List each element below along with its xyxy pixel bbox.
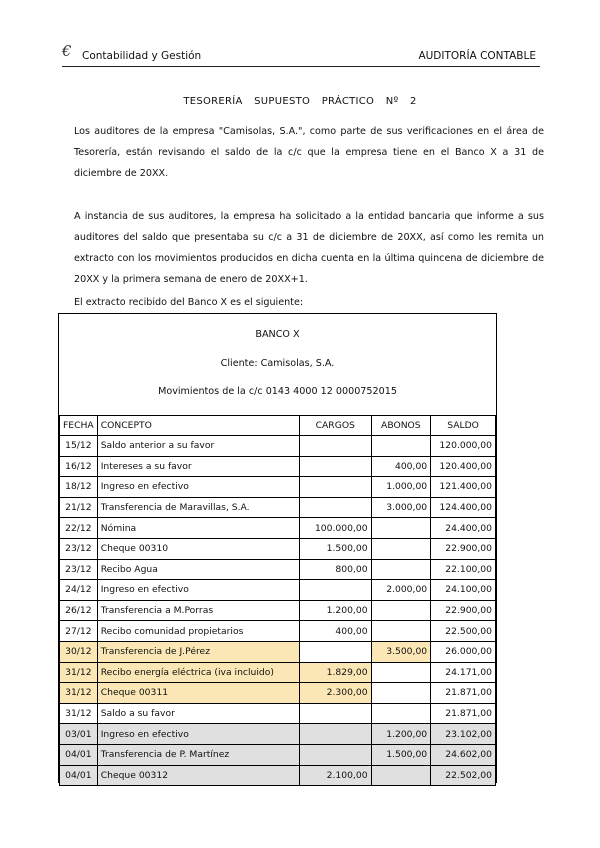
cell-saldo: 120.000,00 <box>431 436 496 457</box>
table-row <box>60 724 496 745</box>
cell-abonos <box>371 436 431 457</box>
cell-abonos: 2.000,00 <box>371 580 431 601</box>
table-row <box>60 559 496 580</box>
cell-fecha: 23/12 <box>60 538 98 559</box>
cell-cargos: 2.300,00 <box>299 683 371 704</box>
table-row <box>60 703 496 724</box>
table-row <box>60 518 496 539</box>
cell-abonos <box>371 683 431 704</box>
cell-saldo: 24.100,00 <box>431 580 496 601</box>
cell-fecha: 04/01 <box>60 765 98 786</box>
cell-saldo: 22.100,00 <box>431 559 496 580</box>
logo-icon: € <box>62 42 72 60</box>
table-row <box>60 436 496 457</box>
cell-cargos: 800,00 <box>299 559 371 580</box>
cell-abonos: 3.500,00 <box>371 641 431 662</box>
cell-abonos <box>371 538 431 559</box>
cell-abonos <box>371 600 431 621</box>
cell-abonos <box>371 662 431 683</box>
col-concepto: CONCEPTO <box>97 416 299 436</box>
cell-saldo: 22.500,00 <box>431 621 496 642</box>
cell-abonos <box>371 765 431 786</box>
paragraph-request: A instancia de sus auditores, la empresa ha solicitado a la entidad bancaria que informe a sus auditores del saldo que presentaba su c/c a 31 de diciembre de 20XX, así como les remita un extracto con los movimientos producidos en dicha cuenta en la última quincena de diciembre de 20XX y la primera semana de enero de 20XX+1. <box>74 211 544 285</box>
cell-concepto: Ingreso en efectivo <box>97 477 299 498</box>
document-title: TESORERÍA SUPUESTO PRÁCTICO Nº 2 <box>183 96 417 107</box>
cell-cargos <box>299 436 371 457</box>
cell-saldo: 22.502,00 <box>431 765 496 786</box>
cell-saldo: 121.400,00 <box>431 477 496 498</box>
cell-saldo: 23.102,00 <box>431 724 496 745</box>
table-row <box>60 662 496 683</box>
cell-cargos <box>299 456 371 477</box>
table-row <box>60 600 496 621</box>
cell-fecha: 18/12 <box>60 477 98 498</box>
cell-concepto: Transferencia a M.Porras <box>97 600 299 621</box>
cell-cargos: 1.829,00 <box>299 662 371 683</box>
cell-concepto: Ingreso en efectivo <box>97 580 299 601</box>
cell-saldo: 21.871,00 <box>431 703 496 724</box>
cell-abonos: 3.000,00 <box>371 497 431 518</box>
cell-cargos: 1.500,00 <box>299 538 371 559</box>
cell-cargos <box>299 744 371 765</box>
cell-abonos: 1.200,00 <box>371 724 431 745</box>
cell-fecha: 31/12 <box>60 683 98 704</box>
cell-fecha: 24/12 <box>60 580 98 601</box>
statement-table <box>59 415 496 786</box>
cell-concepto: Recibo energía eléctrica (iva incluido) <box>97 662 299 683</box>
cell-abonos: 400,00 <box>371 456 431 477</box>
cell-concepto: Saldo a su favor <box>97 703 299 724</box>
cell-fecha: 21/12 <box>60 497 98 518</box>
table-row <box>60 497 496 518</box>
cell-abonos: 1.000,00 <box>371 477 431 498</box>
cell-fecha: 31/12 <box>60 662 98 683</box>
cell-concepto: Recibo comunidad propietarios <box>97 621 299 642</box>
cell-abonos <box>371 559 431 580</box>
table-row <box>60 683 496 704</box>
cell-cargos: 400,00 <box>299 621 371 642</box>
cell-concepto: Cheque 00310 <box>97 538 299 559</box>
col-cargos: CARGOS <box>299 416 371 436</box>
table-header-row <box>60 416 496 436</box>
table-row <box>60 456 496 477</box>
cell-cargos: 1.200,00 <box>299 600 371 621</box>
bank-name: BANCO X <box>255 329 300 340</box>
cell-saldo: 120.400,00 <box>431 456 496 477</box>
cell-saldo: 26.000,00 <box>431 641 496 662</box>
cell-fecha: 26/12 <box>60 600 98 621</box>
cell-cargos <box>299 641 371 662</box>
cell-saldo: 21.871,00 <box>431 683 496 704</box>
cell-cargos: 100.000,00 <box>299 518 371 539</box>
table-row <box>60 765 496 786</box>
cell-cargos <box>299 477 371 498</box>
cell-concepto: Recibo Agua <box>97 559 299 580</box>
cell-saldo: 22.900,00 <box>431 538 496 559</box>
table-row <box>60 621 496 642</box>
table-row <box>60 477 496 498</box>
cell-concepto: Transferencia de Maravillas, S.A. <box>97 497 299 518</box>
cell-saldo: 22.900,00 <box>431 600 496 621</box>
cell-concepto: Intereses a su favor <box>97 456 299 477</box>
cell-abonos <box>371 621 431 642</box>
cell-fecha: 22/12 <box>60 518 98 539</box>
cell-abonos <box>371 518 431 539</box>
cell-saldo: 24.171,00 <box>431 662 496 683</box>
cell-abonos: 1.500,00 <box>371 744 431 765</box>
paragraph-statement-intro: El extracto recibido del Banco X es el siguiente: <box>74 297 304 308</box>
table-row <box>60 641 496 662</box>
cell-saldo: 24.400,00 <box>431 518 496 539</box>
page-header <box>62 44 540 67</box>
cell-fecha: 27/12 <box>60 621 98 642</box>
account-line: Movimientos de la c/c 0143 4000 12 0000752015 <box>158 386 397 397</box>
col-fecha: FECHA <box>60 416 98 436</box>
cell-fecha: 03/01 <box>60 724 98 745</box>
cell-cargos <box>299 497 371 518</box>
cell-fecha: 04/01 <box>60 744 98 765</box>
cell-concepto: Cheque 00311 <box>97 683 299 704</box>
cell-concepto: Saldo anterior a su favor <box>97 436 299 457</box>
cell-fecha: 16/12 <box>60 456 98 477</box>
cell-abonos <box>371 703 431 724</box>
cell-cargos <box>299 703 371 724</box>
cell-cargos: 2.100,00 <box>299 765 371 786</box>
col-saldo: SALDO <box>431 416 496 436</box>
cell-concepto: Cheque 00312 <box>97 765 299 786</box>
client-name: Cliente: Camisolas, S.A. <box>220 358 335 369</box>
cell-concepto: Transferencia de J.Pérez <box>97 641 299 662</box>
table-row <box>60 744 496 765</box>
header-left-text: Contabilidad y Gestión <box>82 50 202 62</box>
cell-saldo: 124.400,00 <box>431 497 496 518</box>
cell-fecha: 15/12 <box>60 436 98 457</box>
table-row <box>60 580 496 601</box>
cell-saldo: 24.602,00 <box>431 744 496 765</box>
cell-fecha: 31/12 <box>60 703 98 724</box>
cell-concepto: Ingreso en efectivo <box>97 724 299 745</box>
cell-concepto: Transferencia de P. Martínez <box>97 744 299 765</box>
bank-statement <box>58 313 497 783</box>
header-right-text: AUDITORÍA CONTABLE <box>418 50 536 62</box>
paragraph-intro: Los auditores de la empresa "Camisolas, S.A.", como parte de sus verificaciones en el área de Tesorería, están revisando el saldo de la c/c que la empresa tiene en el Banco X a 31 de diciembre de 20XX. <box>74 126 544 179</box>
table-row <box>60 538 496 559</box>
cell-cargos <box>299 724 371 745</box>
cell-concepto: Nómina <box>97 518 299 539</box>
cell-fecha: 30/12 <box>60 641 98 662</box>
cell-fecha: 23/12 <box>60 559 98 580</box>
cell-cargos <box>299 580 371 601</box>
col-abonos: ABONOS <box>371 416 431 436</box>
